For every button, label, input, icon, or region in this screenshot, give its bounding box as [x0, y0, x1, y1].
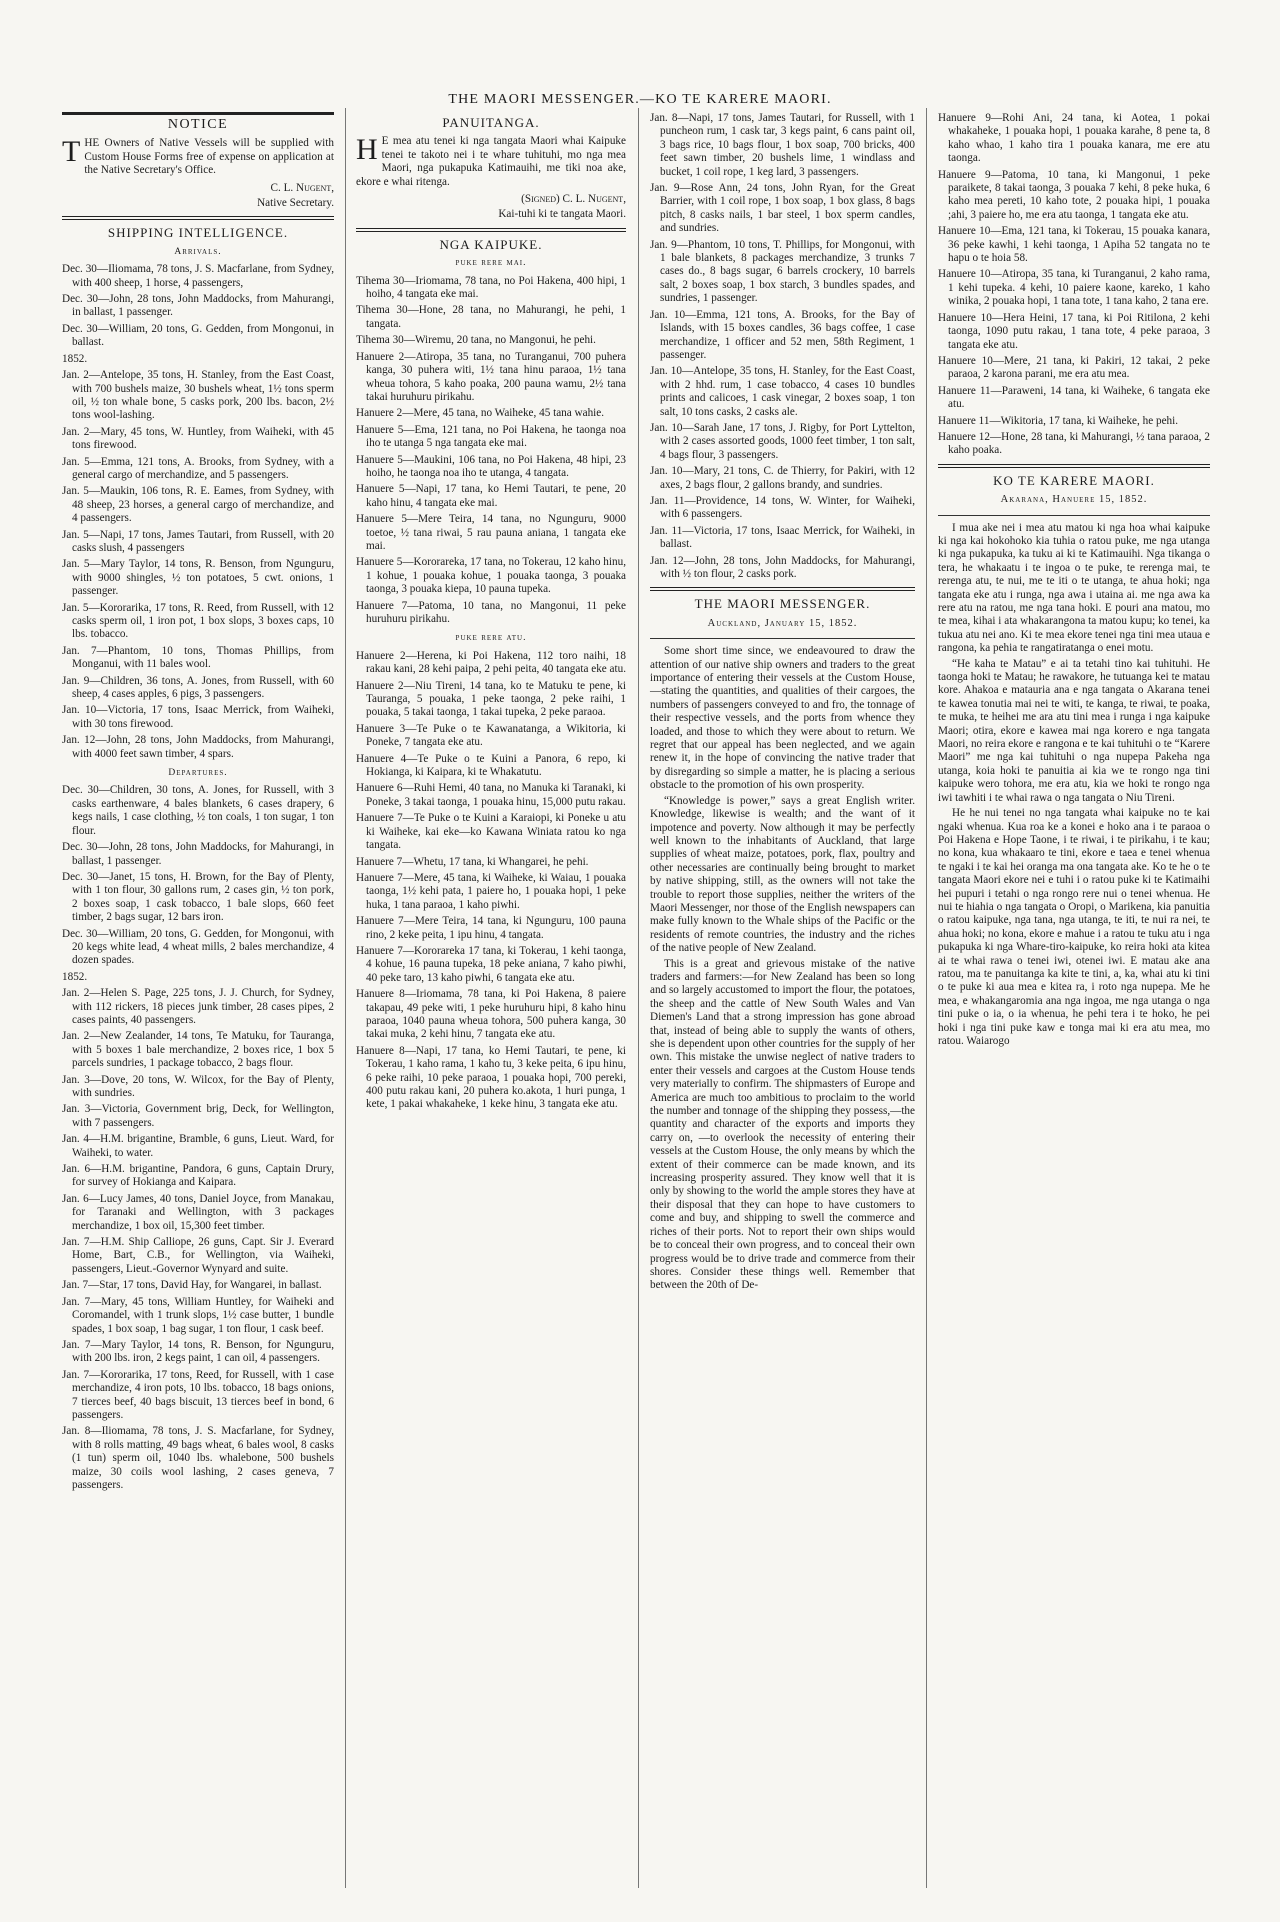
editorial-paragraph: This is a great and grievous mistake of the native traders and farmers:—for New Zealand has been so long and so largely accustomed to import the flour, the potatoes, the sheep and the cattle of New South Wales and Van Diemen's Land that a strong impression has gone abroad that, instead of being able to supply the wants of others, she is dependent upon other countries for the supply of her own. This mistake the unwise neglect of native traders to enter their vessels and cargoes at the Custom House tends very materially to confirm. The shipmasters of Europe and America are much too ambitious to proclaim to the world the number and tonnage of the shipping they possess,—the quantity and character of the exports and imports they carry on, —to overlook the necessity of entering their vessels at the Custom House, the only means by which the extent of their commerce can be made known, and its increasing prosperity assured. They know well that it is only by showing to the world the ample stores they have at their disposal that they can hope to have customers to come and buy, and shipping to swell the commerce and riches of their ports. Not to report their own ships would be to conceal their own progress, and to conceal their own progress would be to drive trade and commerce from their shores. Consider these things well. Remember that between the 20th of De-: [650, 957, 915, 1292]
departure-entry: Dec. 30—John, 28 tons, John Maddocks, for Mahurangi, in ballast, 1 passenger.: [62, 841, 334, 867]
maori-editorial-body: [938, 522, 1210, 1049]
rere-atu-entry: Hanuere 7—Mere Teira, 14 tana, ki Ngunguru, 100 pauna rino, 2 keke peita, 1 ipu hinu, 4 tangata.: [356, 915, 626, 941]
departure-entry: Dec. 30—Children, 30 tons, A. Jones, for Russell, with 3 casks earthenware, 4 bales blankets, 6 cases drapery, 6 kegs nails, 1 case clothing, ½ ton coals, 1 ton sugar, 1 ton flour.: [62, 784, 334, 837]
editorial-paragraph: “Knowledge is power,” says a great English writer. Knowledge, likewise is wealth; and the want of it impotence and poverty. Now although it may be perfectly well known to the inhabitants of Auckland, that large supplies of wheat maize, potatoes, pork, flax, poultry and other necessaries are continually being brought to market by native shipping, still, as the owners will not take the trouble to report those supplies, neither the writers of the Maori Messenger, nor those of the English newspapers can make fully known to the Whale ships of the Pacific or the residents of remote countries, the industry and the riches of the native people of New Zealand.: [650, 794, 915, 955]
divider: [62, 112, 334, 115]
rere-atu-entry: Hanuere 12—Hone, 28 tana, ki Mahurangi, ½ tana paraoa, 2 kaho poaka.: [938, 430, 1210, 457]
departure-entry: Dec. 30—Janet, 15 tons, H. Brown, for the Bay of Plenty, with 1 ton flour, 30 gallons rum, 2 cases gin, ½ ton pork, 2 boxes soap, 1 cask tobacco, 1 bale slops, 660 feet timber, 2 bags sugar, 12 bars iron.: [62, 870, 334, 924]
panuitanga-dropcap: H: [356, 133, 378, 167]
editorial-dateline: Auckland, January 15, 1852.: [707, 617, 858, 629]
column-1: [62, 112, 334, 1495]
rere-atu-entry: Hanuere 11—Paraweni, 14 tana, ki Waiheke, 6 tangata eke atu.: [938, 384, 1210, 411]
rere-mai-entry: Hanuere 5—Napi, 17 tana, ko Hemi Tautari, te pene, 20 kaho hinu, 4 tangata eke mai.: [356, 483, 626, 509]
departures-continued-list: [650, 112, 915, 581]
arrival-entry: Dec. 30—John, 28 tons, John Maddocks, from Mahurangi, in ballast, 1 passenger.: [62, 293, 334, 319]
notice-title: NOTICE: [167, 117, 229, 132]
column-2: [356, 112, 626, 1115]
maori-editorial-paragraph: I mua ake nei i mea atu matou ki nga hoa whai kaipuke ki nga kai hokohoko kia tuhia o ratou puke, me nga utanga ki nga pukapuka, ka tuku ai ki te Katimauihi. Nga tikanga o tera, he whakaatu i te ingoa o te puke, te rerenga mai, te rerenga atu, te nui, me te iti o te utanga, te ahua hoki; nga tangata eke atu i runga, nga awa i utaina ai. me nga awa ka rere atu na ratou, me nga tana hoki. E pouri ana matou, mo te mea, kihai i ata whakarangona ta matou kupu; ko tenei, ka tukua atu nei ano. Ki te mea ekore tenei nga tini mea utaua e rangona, ka pehia te rangatiratanga o enei motu.: [938, 521, 1210, 655]
rere-atu-entry: Hanuere 8—Iriomama, 78 tana, ki Poi Hakena, 8 paiere takapau, 49 peke witi, 1 peke huruhuru hipi, 8 kaho hinu paraoa, 1040 pauna wheua tohora, 500 puhera kanga, 30 takai muka, 2 kehi hinu, 7 tangata eke atu.: [356, 988, 626, 1041]
arrival-entry: 1852.: [62, 352, 88, 365]
departure-entry: Jan. 10—Antelope, 35 tons, H. Stanley, for the East Coast, with 2 hhd. rum, 1 case tobacco, 4 cases 10 bundles prints and calicoes, 1 cask vinegar, 2 boxes soap, 1 ton salt, 10 tons casks, 2 casks ale.: [650, 365, 915, 418]
rere-atu-entry: Hanuere 2—Herena, ki Poi Hakena, 112 toro naihi, 18 rakau kani, 28 kehi paipa, 2 pehi peita, 40 tangata eke atu.: [356, 649, 627, 676]
arrival-entry: Jan. 5—Napi, 17 tons, James Tautari, from Russell, with 20 casks slush, 4 passengers: [62, 528, 334, 554]
rere-atu-entry: Hanuere 7—Te Puke o te Kuini a Karaiopi, ki Poneke u atu ki Waiheke, kai eke—ko Kawana Winiata ratou ko nga tangata.: [356, 812, 626, 852]
maori-editorial-title: KO TE KARERE MAORI.: [993, 472, 1155, 488]
notice-text: HE Owners of Native Vessels will be supplied with Custom House Forms free of expense on application at the Native Secretary's Office.: [84, 137, 334, 177]
rere-atu-entry: Hanuere 2—Niu Tireni, 14 tana, ko te Matuku te pene, ki Tauranga, 5 pouaka, 1 peke taonga, 2 peke raihi, 1 pouaka, 5 takai taonga, 1 takai tupeka, 2 peke paraoa.: [356, 679, 626, 719]
rere-mai-entry: Tihema 30—Hone, 28 tana, no Mahurangi, he pehi, 1 tangata.: [356, 304, 626, 330]
departure-entry: Jan. 8—Iliomama, 78 tons, J. S. Macfarlane, for Sydney, with 8 rolls matting, 49 bags wheat, 6 bales wool, 8 casks (1 tun) sperm oil, 1040 lbs. whalebone, 500 bushels maize, 30 coils wool lashing, 2 cases geneva, 7 passengers.: [62, 1425, 334, 1491]
departure-entry: Dec. 30—William, 20 tons, G. Gedden, for Mongonui, with 20 kegs white lead, 4 wheat mills, 2 bales merchandize, 4 dozen spades.: [62, 927, 334, 967]
departure-entry: Jan. 8—Napi, 17 tons, James Tautari, for Russell, with 1 puncheon rum, 1 cask tar, 3 kegs paint, 6 cans paint oil, 3 bags rice, 10 bags flour, 1 box soap, 700 bricks, 400 feet sawn timber, 20 bushels lime, 1 windlass and bucket, 1 coil rope, 1 keg lard, 3 passengers.: [650, 112, 915, 178]
departure-entry: Jan. 10—Mary, 21 tons, C. de Thierry, for Pakiri, with 12 axes, 2 bags flour, 2 gallons brandy, and sundries.: [650, 465, 915, 491]
rere-atu-entry: Hanuere 3—Te Puke o te Kawanatanga, a Wikitoria, ki Poneke, 7 tangata eke atu.: [356, 722, 626, 749]
departure-entry: Jan. 6—Lucy James, 40 tons, Daniel Joyce, from Manakau, for Taranaki and Wellington, with 3 packages merchandize, 1 box oil, 15,300 feet timber.: [62, 1192, 334, 1232]
arrival-entry: Dec. 30—Iliomama, 78 tons, J. S. Macfarlane, from Sydney, with 400 sheep, 1 horse, 4 passengers,: [62, 263, 334, 289]
notice-signature-role: Native Secretary.: [257, 197, 334, 210]
departure-entry: Jan. 3—Victoria, Government brig, Deck, for Wellington, with 7 passengers.: [62, 1103, 334, 1129]
departures-list: [62, 784, 334, 1492]
divider: [62, 216, 334, 220]
rere-atu-continued-list: [938, 112, 1210, 458]
departure-entry: Jan. 6—H.M. brigantine, Pandora, 6 guns, Captain Drury, for survey of Hokianga and Kaipara.: [62, 1163, 334, 1189]
departure-entry: Jan. 11—Victoria, 17 tons, Isaac Merrick, for Waiheki, in ballast.: [650, 524, 915, 551]
rere-atu-entry: Hanuere 8—Napi, 17 tana, ko Hemi Tautari, te pene, ki Tokerau, 1 kaho rama, 1 kaho tu, 3 keke peita, 6 ipu hinu, 6 peke raihi, 10 peke paraoa, 1 pouaka hopi, 700 pereki, 400 putu rakau kani, 20 puhera ko.akota, 1 huri punga, 1 kete, 1 pakai whakaheke, 1 keke hinu, 3 tangata eke atu.: [356, 1044, 626, 1111]
maori-editorial-dateline: Akarana, Hanuere 15, 1852.: [1000, 494, 1148, 506]
rere-atu-list: [356, 650, 626, 1112]
rere-atu-entry: Hanuere 6—Ruhi Hemi, 40 tana, no Manuka ki Taranaki, ki Poneke, 3 takai taonga, 1 pouaka hinu, 15,000 putu rakau.: [356, 782, 626, 808]
rere-atu-entry: Hanuere 10—Mere, 21 tana, ki Pakiri, 12 takai, 2 peke paraoa, 2 karona parani, me era atu mea.: [938, 354, 1210, 381]
rere-mai-entry: Hanuere 5—Maukini, 106 tana, no Poi Hakena, 48 hipi, 23 hoiho, he taonga noa iho te utanga, 4 tangata.: [356, 453, 626, 479]
column-rule: [345, 108, 346, 1888]
departure-entry: 1852.: [62, 970, 88, 983]
rere-mai-entry: Hanuere 5—Ema, 121 tana, no Poi Hakena, he taonga noa iho te utanga 5 nga tangata eke mai.: [356, 423, 626, 450]
editorial-body: [650, 645, 915, 1293]
departure-entry: Jan. 7—Mary, 45 tons, William Huntley, for Waiheki and Coromandel, with 1 trunk slops, 1½ case butter, 1 bundle spades, 1 box soap, 1 bag sugar, 1 ton flour, 1 cask beef.: [62, 1295, 334, 1335]
editorial-title: THE MAORI MESSENGER.: [694, 596, 871, 612]
notice-signature: C. L. Nugent,: [270, 181, 334, 194]
rere-atu-entry: Hanuere 7—Kororareka 17 tana, ki Tokerau, 1 kehi taonga, 4 kohue, 16 pauna tupeka, 18 peke aniana, 7 kaho piwhi, 40 peke taro, 13 kaho piwhi, 6 tangata eke atu.: [356, 944, 626, 984]
maori-editorial-paragraph: He he nui tenei no nga tangata whai kaipuke no te kai ngaki whenua. Kua roa ke a konei e hoko ana i te paraoa o Poi Hakena e Hope Taone, i te riwai, i te pirikahu, i te kau; no kona, kua whakaaro te tini, ekore e taea e tenei whenua te ngaki i te kai hei oranga ma ona tangata ake. Ko te he o te tangata Maori ekore nei e tuhi i o ratou puke ki te Katimaihi hei pupuri i tetahi o nga rongo rere nui o tenei whenua. He nui te hiahia o nga tangata o Oropi, o Marikena, kia panuitia o ratou kaipuke, nga tana, nga utanga, te iti, te nui ra nei, te ahua hoki; no kona, ekore e mahue i a ratou te tuku atu i nga pukapuka ki nga Whare-tiro-kaipuke, ko reira hoki ata kitea ai te whai rawa o tenei iwi, otenei iwi. E matau ake ana ratou, ma te panuitanga ka kite te tini, a, ka, whai atu ki tini o te puke ki aua mea e kitea ra, i roto nga nupepa. Me he mea, e whakangaromia ana nga ingoa, me nga utanga o nga tini puke o ia, o ia whenua, he pehi tera i te hoko, he pei hoki i nga tini puke kaw e tonga mai ki era atu mea, mo ratou. Waiarogo: [938, 807, 1210, 1047]
departures-title: Departures.: [168, 768, 228, 779]
divider: [650, 587, 915, 591]
departure-entry: Jan. 10—Sarah Jane, 17 tons, J. Rigby, for Port Lyttelton, with 2 cases assorted goods, 1000 feet timber, 1 ton salt, 4 bags flour, 3 passengers.: [650, 421, 915, 461]
column-rule: [926, 108, 927, 1888]
rere-atu-entry: Hanuere 10—Ema, 121 tana, ki Tokerau, 15 pouaka kanara, 36 peke kawhi, 1 kehi taonga, 1 Apiha 52 tangata no te hapu o te hoia 58.: [938, 225, 1210, 265]
rere-atu-title: puke rere atu.: [455, 633, 527, 644]
rere-mai-entry: Hanuere 7—Patoma, 10 tana, no Mangonui, 11 peke huruhuru pirikahu.: [356, 599, 626, 625]
departure-entry: Jan. 7—Kororarika, 17 tons, Reed, for Russell, with 1 case merchandize, 4 iron pots, 10 lbs. tobacco, 18 bags onions, 7 tierces beef, 40 bags biscuit, 13 tierces beef in bond, 6 passengers.: [62, 1368, 334, 1421]
departure-entry: Jan. 3—Dove, 20 tons, W. Wilcox, for the Bay of Plenty, with sundries.: [62, 1073, 334, 1099]
maori-editorial-paragraph: “He kaha te Matau” e ai ta tetahi tino kai tuhituhi. He taonga hoki te Matau; he rawakore, he tutuanga kei te matau kore. Ahakoa e matauria ana e nga tangata o Akarana tenei te kawea tonutia mai nei te witi, te kanga, te riwai, te poaka, te muka, te heihei me ara atu tini mea i runga i nga kaipuke Maori; otira, ekore e kawea mai nga korero e nga tangata Maori, no reira ekore e rangona e te kai tuhituhi o te “Karere Maori” me nga kai tuhituhi o nga nupepa Pakeha nga utanga, koia hoki te panuitia ai kia we te rongo nga tini kaipuke wero tohora, me era atu, kia we hoki te rongo nga iwi tawhiti i te whai rawa o nga tangata o Niu Tireni.: [938, 657, 1210, 804]
arrival-entry: Jan. 7—Phantom, 10 tons, Thomas Phillips, from Monganui, with 11 bales wool.: [62, 644, 334, 671]
panuitanga-signature-role: Kai-tuhi ki te tangata Maori.: [498, 208, 626, 221]
arrival-entry: Jan. 2—Antelope, 35 tons, H. Stanley, from the East Coast, with 700 bushels maize, 30 bushels wheat, 1½ tons sperm oil, ½ ton whale bone, 5 casks pork, 200 lbs. bacon, 2½ tons wool-lashing.: [62, 369, 334, 422]
arrival-entry: Jan. 5—Kororarika, 17 tons, R. Reed, from Russell, with 12 casks sperm oil, 1 iron pot, 1 box slops, 3 boxes caps, 10 lbs. tobacco.: [62, 601, 334, 641]
notice-dropcap: T: [62, 135, 81, 169]
rere-atu-entry: Hanuere 10—Atiropa, 35 tana, ki Turanganui, 2 kaho rama, 1 kehi tupeka. 4 kehi, 10 paiere kaone, kareko, 1 kaho winika, 2 pouaka hopi, 1 tana tote, 1 tana kaho, 2 tana ere.: [938, 268, 1210, 308]
arrival-entry: Jan. 5—Mary Taylor, 14 tons, R. Benson, from Ngunguru, with 9000 shingles, ½ ton potatoes, 5 cwt. onions, 1 passenger.: [62, 558, 334, 598]
departure-entry: Jan. 12—John, 28 tons, John Maddocks, for Mahurangi, with ½ ton flour, 2 casks pork.: [650, 554, 915, 580]
rere-atu-entry: Hanuere 7—Whetu, 17 tana, ki Whangarei, he pehi.: [356, 855, 589, 868]
rere-mai-entry: Tihema 30—Iriomama, 78 tana, no Poi Hakena, 400 hipi, 1 hoiho, 4 tangata eke mai.: [356, 274, 626, 301]
shipping-title: SHIPPING INTELLIGENCE.: [107, 225, 289, 241]
running-title: THE MAORI MESSENGER.—KO TE KARERE MAORI.: [448, 92, 832, 107]
departure-entry: Jan. 10—Emma, 121 tons, A. Brooks, for the Bay of Islands, with 15 boxes candles, 36 bags coffee, 1 case merchandize, 1 officer and 52 men, 58th Regiment, 1 passenger.: [650, 308, 915, 361]
divider: [650, 638, 915, 639]
arrivals-list: [62, 263, 334, 761]
arrival-entry: Jan. 10—Victoria, 17 tons, Isaac Merrick, from Waiheki, with 30 tons firewood.: [62, 704, 334, 730]
divider: [938, 464, 1210, 468]
arrival-entry: Jan. 2—Mary, 45 tons, W. Huntley, from Waiheki, with 45 tons firewood.: [62, 425, 334, 452]
rere-atu-entry: Hanuere 9—Patoma, 10 tana, ki Mangonui, 1 peke paraikete, 8 takai taonga, 3 pouaka 7 kehi, 8 peke huka, 6 kaho mea pereti, 10 kaho tote, 2 pouaka hipi, 1 pouaka ;ahi, 3 paiere ho, me era atu taonga, 1 tangata eke atu.: [938, 168, 1210, 221]
rere-mai-list: [356, 275, 626, 627]
rere-mai-entry: Tihema 30—Wiremu, 20 tana, no Mangonui, he pehi.: [356, 334, 596, 347]
panuitanga-text: E mea atu tenei ki nga tangata Maori whai Kaipuke tenei te takoto nei i te whare tuhituhi, mo nga mea Maori, nga pukapuka Katimauihi, me tiki noa ake, ekore e whai ritenga.: [356, 135, 626, 188]
arrival-entry: Jan. 12—John, 28 tons, John Maddocks, from Mahurangi, with 4000 feet sawn timber, 4 spars.: [62, 734, 334, 760]
departure-entry: Jan. 2—Helen S. Page, 225 tons, J. J. Church, for Sydney, with 112 rickers, 18 pieces junk timber, 28 cases pipes, 2 cases paints, 40 passengers.: [62, 987, 334, 1026]
departure-entry: Jan. 9—Phantom, 10 tons, T. Phillips, for Mongonui, with 1 bale blankets, 8 packages merchandize, 3 trunks 7 cases do., 8 bags sugar, 6 barrels crockery, 10 barrels salt, 2 boxes soap, 1 box starch, 3 bundles spades, and sundries, 1 passenger.: [650, 238, 915, 305]
departure-entry: Jan. 9—Rose Ann, 24 tons, John Ryan, for the Great Barrier, with 1 coil rope, 1 box soap, 1 box glass, 8 bags pitch, 8 casks nails, 1 bar steel, 1 box sperm candles, and sundries.: [650, 182, 915, 235]
rere-atu-entry: Hanuere 4—Te Puke o te Kuini a Panora, 6 repo, ki Hokianga, ki Kaipara, ki te Whakatutu.: [356, 752, 626, 779]
divider: [938, 515, 1210, 516]
rere-atu-entry: Hanuere 9—Rohi Ani, 24 tana, ki Aotea, 1 pokai whakaheke, 1 pouaka hopi, 1 pouaka karahe, 8 pene ta, 8 kaho whao, 1 kaho tira 1 pouaka kanara, me ere atu taonga.: [938, 112, 1210, 165]
rere-mai-title: puke rere mai.: [455, 258, 527, 269]
departure-entry: Jan. 11—Providence, 14 tons, W. Winter, for Waiheki, with 6 passengers.: [650, 494, 915, 521]
rere-mai-entry: Hanuere 2—Mere, 45 tana, no Waiheke, 45 tana wahie.: [356, 407, 605, 420]
rere-mai-entry: Hanuere 5—Mere Teira, 14 tana, no Ngunguru, 9000 toetoe, ½ tana riwai, 5 rau pauna aniana, 1 tangata eke mai.: [356, 513, 626, 552]
arrivals-title: Arrivals.: [174, 246, 222, 257]
panuitanga-body: [356, 135, 626, 189]
departure-entry: Jan. 7—Mary Taylor, 14 tons, R. Benson, for Ngunguru, with 200 lbs. iron, 2 kegs paint, 1 can oil, 4 passengers.: [62, 1338, 334, 1365]
rere-atu-entry: Hanuere 7—Mere, 45 tana, ki Waiheke, ki Waiau, 1 pouaka taonga, 1½ kehi pata, 1 paiere ho, 1 pouaka hopi, 1 peke huka, 1 tana paraoa, 1 kaho piwhi.: [356, 871, 626, 911]
rere-atu-entry: Hanuere 10—Hera Heini, 17 tana, ki Poi Ritilona, 2 kehi taonga, 1090 putu rakau, 1 tana tote, 4 peke paraoa, 3 tangata eke atu.: [938, 311, 1210, 351]
rere-mai-entry: Hanuere 5—Kororareka, 17 tana, no Tokerau, 12 kaho hinu, 1 kohue, 1 pouaka kohue, 1 pouaka taonga, 3 pouaka taonga, 3 pouaka kiepa, 10 pauna tupeka.: [356, 556, 626, 596]
departure-entry: Jan. 4—H.M. brigantine, Bramble, 6 guns, Lieut. Ward, for Waiheki, to water.: [62, 1133, 334, 1159]
notice-body: [62, 137, 334, 177]
column-rule: [638, 108, 639, 1888]
column-3: [650, 112, 915, 1295]
arrival-entry: Dec. 30—William, 20 tons, G. Gedden, from Mongonui, in ballast.: [62, 322, 334, 349]
panuitanga-title: PANUITANGA.: [442, 115, 540, 130]
arrival-entry: Jan. 5—Emma, 121 tons, A. Brooks, from Sydney, with a general cargo of merchandize, and 5 passengers.: [62, 455, 334, 481]
editorial-paragraph: Some short time since, we endeavoured to draw the attention of our native ship owners and traders to the great importance of entering their vessels at the Custom House,—stating the quantities, and qualities of their cargoes, the numbers of passengers conveyed to and fro, the tonnage of their respective vessels, and the ports from whence they loaded, and those to which they were about to return. We regret that our appeal has been neglected, and we again renew it, in the hope of convincing the native trader that by disregarding so simple a matter, he is placing a serious obstacle to the promotion of his own prosperity.: [650, 645, 915, 792]
departure-entry: Jan. 7—H.M. Ship Calliope, 26 guns, Capt. Sir J. Everard Home, Bart, C.B., for Wellington, via Waiheki, passengers, Lieut.-Governor Wynyard and suite.: [62, 1236, 334, 1275]
departure-entry: Jan. 2—New Zealander, 14 tons, Te Matuku, for Tauranga, with 5 boxes 1 bale merchandize, 2 boxes rice, 1 box 5 parcels sundries, 1 package tobacco, 2 bags flour.: [62, 1030, 334, 1070]
divider: [356, 228, 626, 232]
kaipuke-title: NGA KAIPUKE.: [439, 236, 543, 252]
rere-atu-entry: Hanuere 11—Wikitoria, 17 tana, ki Waiheke, he pehi.: [938, 414, 1179, 427]
arrival-entry: Jan. 9—Children, 36 tons, A. Jones, from Russell, with 60 sheep, 4 cases apples, 6 pigs, 3 passengers.: [62, 674, 334, 701]
arrival-entry: Jan. 5—Maukin, 106 tons, R. E. Eames, from Sydney, with 48 sheep, 23 horses, a general cargo of merchandize, and 4 passengers.: [62, 485, 334, 525]
departure-entry: Jan. 7—Star, 17 tons, David Hay, for Wangarei, in ballast.: [62, 1279, 322, 1292]
column-4: [938, 112, 1210, 1050]
rere-mai-entry: Hanuere 2—Atiropa, 35 tana, no Turanganui, 700 puhera kanga, 30 puhera witi, 1½ tana hinu paraoa, 1½ tana wheua tohora, 5 kaho poaka, 200 pauna wamu, 2½ tana takai huruhuru pirikahu.: [356, 350, 626, 403]
panuitanga-signature: (Signed) C. L. Nugent,: [521, 193, 626, 206]
